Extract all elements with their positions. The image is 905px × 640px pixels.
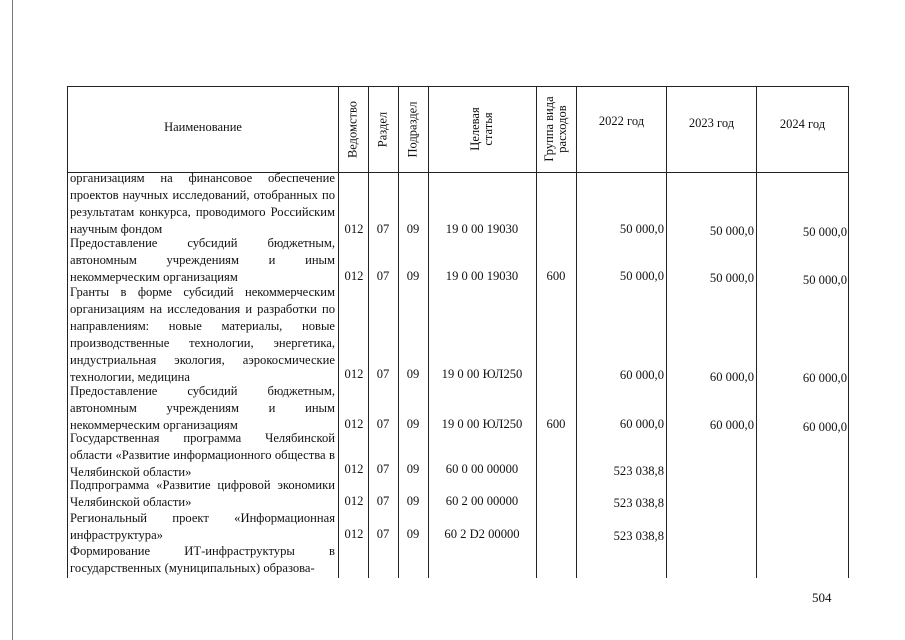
table-row-razdel: 07 [376, 222, 390, 236]
table-row-2023: 60 000,0 [709, 418, 754, 432]
header-vedomstvo: Ведомство [345, 100, 360, 159]
header-gruppa: Группа вида расходов [542, 96, 569, 162]
table-row-podrazdel: 09 [406, 527, 420, 541]
col-border [67, 86, 68, 578]
table-row-gruppa: 600 [546, 269, 566, 283]
page-number: 504 [812, 590, 832, 605]
table-row-2024: 50 000,0 [802, 273, 847, 287]
table-row-name: Региональный проект «Информационная инфраструктура» [70, 511, 335, 542]
table-row-2022: 60 000,0 [619, 417, 664, 431]
table-row-2024: 60 000,0 [802, 420, 847, 434]
table-row-2024: 60 000,0 [802, 371, 847, 385]
table-row-podrazdel: 09 [406, 269, 420, 283]
col-border [666, 86, 667, 578]
table-row-name: Формирование ИТ-инфраструктуры в государственных (муниципальных) образова- [70, 544, 335, 575]
table-row-2023: 50 000,0 [709, 224, 754, 238]
table-row-2022: 50 000,0 [619, 269, 664, 283]
header-name: Наименование [164, 120, 242, 134]
table-row-celevaya: 60 2 D2 00000 [444, 527, 520, 541]
header-2024: 2024 год [779, 117, 826, 131]
table-row-celevaya: 19 0 00 19030 [445, 222, 519, 236]
table-row-razdel: 07 [376, 269, 390, 283]
table-row-2022: 60 000,0 [619, 368, 664, 382]
table-row-2024: 50 000,0 [802, 225, 847, 239]
table-row-vedomstvo: 012 [344, 269, 364, 283]
table-row-podrazdel: 09 [406, 367, 420, 381]
table-row-vedomstvo: 012 [344, 462, 364, 476]
table-row-razdel: 07 [376, 417, 390, 431]
table-row-name: Подпрограмма «Развитие цифровой экономики Челябинской области» [70, 478, 335, 509]
table-row-razdel: 07 [376, 462, 390, 476]
table-row-celevaya: 60 2 00 00000 [445, 494, 519, 508]
col-border [756, 86, 757, 578]
header-podrazdel: Подраздел [405, 101, 420, 158]
table-row-2022: 50 000,0 [619, 222, 664, 236]
table-top-border [67, 86, 848, 87]
table-row-name: Предоставление субсидий бюджетным, автономным учреждениям и иным некоммерческим организациям [70, 384, 335, 432]
table-row-name: Предоставление субсидий бюджетным, автономным учреждениям и иным некоммерческим организациям [70, 236, 335, 284]
header-2022: 2022 год [598, 114, 645, 128]
table-row-vedomstvo: 012 [344, 527, 364, 541]
header-razdel: Раздел [375, 111, 390, 148]
table-row-celevaya: 19 0 00 ЮЛ250 [441, 367, 523, 381]
table-row-gruppa: 600 [546, 417, 566, 431]
table-row-vedomstvo: 012 [344, 494, 364, 508]
col-border [848, 86, 849, 578]
table-row-vedomstvo: 012 [344, 222, 364, 236]
table-row-vedomstvo: 012 [344, 367, 364, 381]
col-border [338, 86, 339, 578]
table-row-vedomstvo: 012 [344, 417, 364, 431]
table-row-podrazdel: 09 [406, 222, 420, 236]
table-row-podrazdel: 09 [406, 417, 420, 431]
table-row-name: Государственная программа Челябинской области «Развитие информационного общества в Челябинской области» [70, 431, 335, 479]
table-row-2023: 50 000,0 [709, 271, 754, 285]
table-row-name: организациям на финансовое обеспечение проектов научных исследований, отобранных по результатам конкурса, проводимого Российским научным фондом [70, 171, 335, 236]
table-row-2022: 523 038,8 [613, 529, 664, 543]
table-row-razdel: 07 [376, 527, 390, 541]
table-row-razdel: 07 [376, 494, 390, 508]
table-row-podrazdel: 09 [406, 462, 420, 476]
header-2023: 2023 год [688, 116, 735, 130]
table-row-2023: 60 000,0 [709, 370, 754, 384]
table-row-celevaya: 19 0 00 19030 [445, 269, 519, 283]
col-border [536, 86, 537, 578]
table-row-name: Гранты в форме субсидий некоммерческим организациям на исследования и разработки по направлениям: новые материалы, новые производственные технологии, энергетика, индустриальная экология, аэрокосмические технологии, медицина [70, 285, 335, 384]
table-row-podrazdel: 09 [406, 494, 420, 508]
table-row-celevaya: 60 0 00 00000 [445, 462, 519, 476]
table-row-celevaya: 19 0 00 ЮЛ250 [441, 417, 523, 431]
table-row-2022: 523 038,8 [613, 496, 664, 510]
header-celevaya: Целевая статья [468, 107, 495, 151]
table-row-2022: 523 038,8 [613, 464, 664, 478]
table-row-razdel: 07 [376, 367, 390, 381]
